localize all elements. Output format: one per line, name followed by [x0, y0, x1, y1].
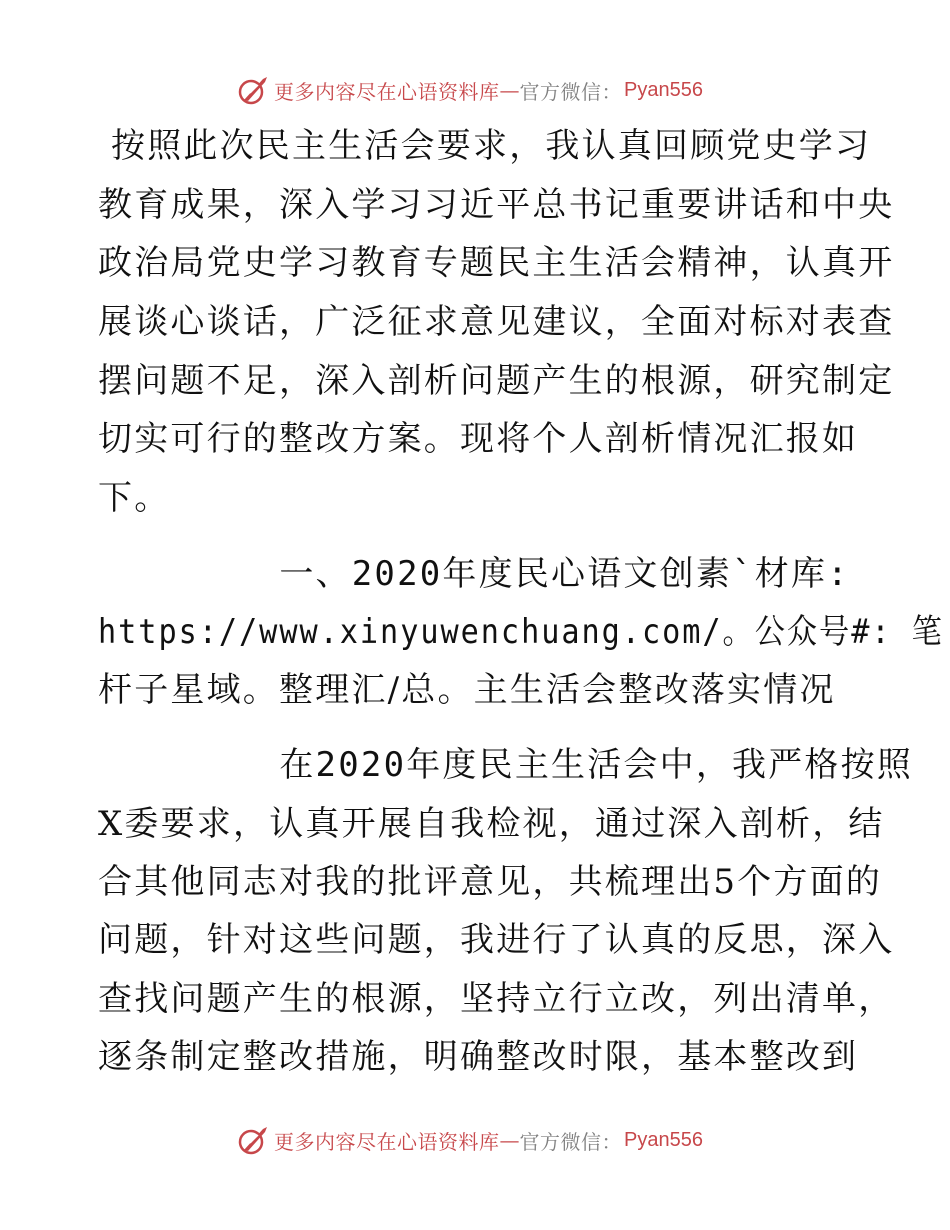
document-line: 合其他同志对我的批评意见，共梳理出5个方面的 — [98, 862, 883, 902]
document-line: 下。 — [98, 478, 171, 518]
document-line: 展谈心谈话，广泛征求意见建议，全面对标对表查 — [98, 302, 895, 342]
watermark-wechat-id: Pyan556 — [624, 1128, 703, 1151]
watermark-banner-top — [236, 72, 703, 108]
document-line: 杆子星域。整理汇/总。主生活会整改落实情况 — [98, 670, 836, 710]
document-line: 切实可行的整改方案。现将个人剖析情况汇报如 — [98, 419, 859, 459]
document-line: 按照此次民主生活会要求，我认真回顾党史学习 — [98, 126, 872, 166]
document-line: 在2020年度民主生活会中，我严格按照 — [98, 745, 914, 785]
watermark-banner-bottom — [236, 1122, 703, 1158]
document-line: 摆问题不足，深入剖析问题产生的根源，研究制定 — [98, 361, 895, 401]
document-line: X委要求，认真开展自我检视，通过深入剖析，结 — [98, 804, 885, 844]
watermark-site-text: 更多内容尽在心语资料库 — [274, 1129, 500, 1154]
watermark-separator: — — [499, 1128, 520, 1152]
document-line: 查找问题产生的根源，坚持立行立改，列出清单， — [98, 979, 895, 1019]
document-line: 教育成果，深入学习习近平总书记重要讲话和中央 — [98, 185, 895, 225]
quill-logo-icon — [236, 1123, 270, 1157]
watermark-site-text: 更多内容尽在心语资料库 — [274, 79, 500, 104]
watermark-official-label: 官方微信： — [519, 79, 622, 104]
document-line: https://www.xinyuwenchuang.com/。公众号#: 笔 — [98, 612, 944, 652]
watermark-official-label: 官方微信： — [519, 1129, 622, 1154]
quill-logo-icon — [236, 73, 270, 107]
watermark-separator: — — [499, 78, 520, 102]
section-heading-line: 一、2020年度民心语文创素`材库: — [98, 554, 850, 594]
document-line: 问题，针对这些问题，我进行了认真的反思，深入 — [98, 920, 895, 960]
watermark-wechat-id: Pyan556 — [624, 78, 703, 101]
document-line: 逐条制定整改措施，明确整改时限，基本整改到 — [98, 1037, 859, 1077]
document-line: 政治局党史学习教育专题民主生活会精神，认真开 — [98, 243, 895, 283]
